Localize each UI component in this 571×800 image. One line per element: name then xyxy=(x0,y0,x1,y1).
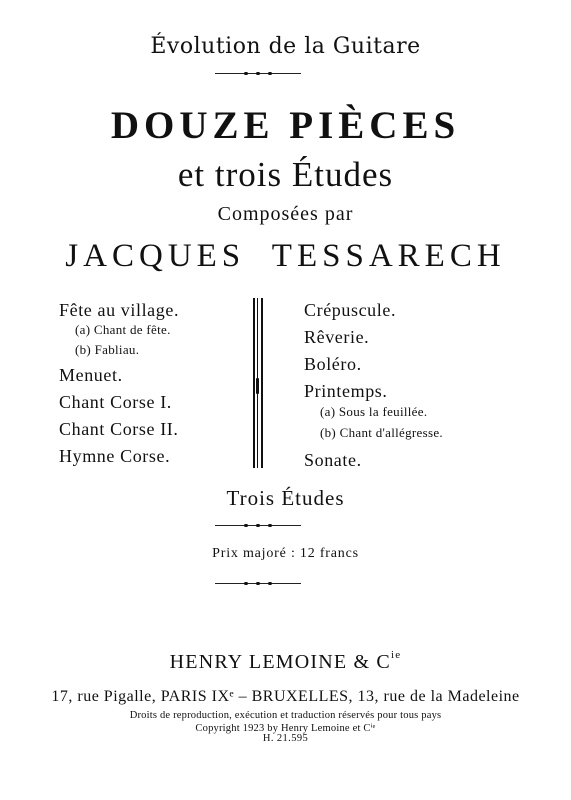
publisher-name-text: HENRY LEMOINE & C xyxy=(169,651,391,673)
list-item: Chant Corse II. xyxy=(59,419,179,439)
list-item: Rêverie. xyxy=(304,327,370,347)
page-subtitle: et trois Études xyxy=(177,155,394,194)
publisher-name-suffix: ie xyxy=(390,649,402,662)
ornament-rule-middle xyxy=(215,524,301,528)
list-subitem: (a) Chant de fête. xyxy=(75,322,171,337)
list-item: Printemps. xyxy=(304,381,388,401)
publisher-address: 17, rue Pigalle, PARIS IXᵉ – BRUXELLES, 13, rue de la Madeleine xyxy=(51,688,520,705)
etudes-heading: Trois Études xyxy=(226,486,345,510)
series-title: Évolution de la Guitare xyxy=(150,34,421,59)
ornament-rule-top xyxy=(215,72,301,76)
list-item: Fête au village. xyxy=(59,300,180,320)
list-item: Crépuscule. xyxy=(304,300,397,320)
rights-notice: Droits de reproduction, exécution et traduction réservés pour tous pays xyxy=(129,710,442,721)
list-item: Hymne Corse. xyxy=(59,446,171,466)
list-item: Chant Corse I. xyxy=(59,392,172,412)
price-text: Prix majoré : 12 francs xyxy=(212,546,359,561)
publisher-name xyxy=(0,651,571,674)
list-item: Sonate. xyxy=(304,450,362,470)
page-title: DOUZE PIÈCES xyxy=(110,104,461,147)
ornament-rule-bottom xyxy=(215,582,301,586)
column-divider xyxy=(252,298,264,468)
list-item: Menuet. xyxy=(59,365,123,385)
plate-number: H. 21.595 xyxy=(262,733,309,744)
list-item: Boléro. xyxy=(304,354,362,374)
copyright-notice: Copyright 1923 by Henry Lemoine et Cⁱᵉ xyxy=(195,723,376,734)
list-subitem: (a) Sous la feuillée. xyxy=(320,404,428,419)
composer-name: JACQUES TESSARECH xyxy=(65,238,506,274)
list-subitem: (b) Fabliau. xyxy=(75,342,140,357)
list-subitem: (b) Chant d'allégresse. xyxy=(320,425,443,440)
composed-by-label: Composées par xyxy=(217,203,354,225)
